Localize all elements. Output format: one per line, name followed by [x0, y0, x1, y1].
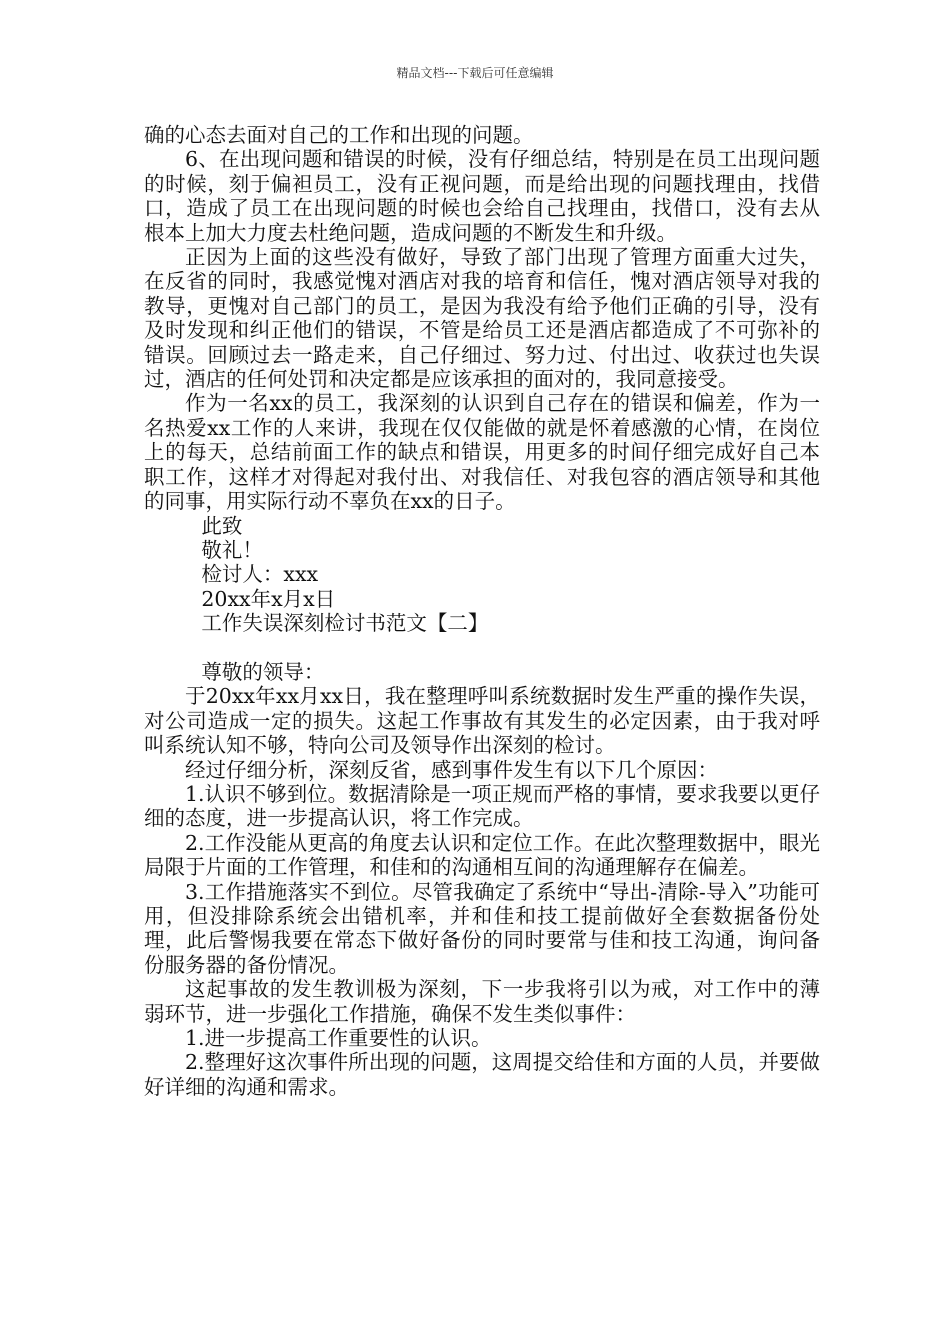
paragraph-reason-2: 2.工作没能从更高的角度去认识和定位工作。在此次整理数据中，眼光局限于片面的工作管理，和佳和的沟通相互间的沟通理解存在偏差。: [144, 830, 820, 880]
blank-line: [144, 636, 820, 660]
closing-line-1: 此致: [201, 513, 243, 538]
salutation: 尊敬的领导：: [201, 659, 325, 684]
paragraph-lesson: 这起事故的发生教训极为深刻，下一步我将引以为戒，对工作中的薄弱环节，进一步强化工作措施，确保不发生类似事件：: [144, 977, 820, 1026]
paragraph-reason-1: 1.认识不够到位。数据清除是一项正规而严格的事情，要求我要以更仔细的态度，进一步提高认识，将工作完成。: [144, 781, 820, 831]
paragraph-commitment: 作为一名xx的员工，我深刻的认识到自己存在的错误和偏差，作为一名热爱xx工作的人来讲，我现在仅仅能做的就是怀着感激的心情，在岗位上的每天，总结前面工作的缺点和错误，用更多的时间仔细完成好自己本职工作，这样才对得起对我付出、对我信任、对我包容的酒店领导和其他的同事，用实际行动不辜负在xx的日子。: [144, 391, 820, 514]
signature-line: 检讨人：xxx: [201, 562, 319, 587]
paragraph-continuation: 确的心态去面对自己的工作和出现的问题。: [144, 123, 534, 147]
paragraph-action-2: 2.整理好这次事件所出现的问题，这周提交给佳和方面的人员，并要做好详细的沟通和需求。: [144, 1050, 820, 1099]
paragraph-analysis: 经过仔细分析，深刻反省，感到事件发生有以下几个原因：: [185, 757, 718, 782]
document-body: [144, 123, 820, 1099]
closing-line-2: 敬礼！: [201, 537, 263, 562]
date-line: 20xx年x月x日: [201, 586, 336, 611]
page-header: 精品文档---下载后可任意编辑: [396, 66, 554, 80]
paragraph-reflection: 正因为上面的这些没有做好，导致了部门出现了管理方面重大过失，在反省的同时，我感觉愧对酒店对我的培育和信任，愧对酒店领导对我的教导，更愧对自己部门的员工，是因为我没有给予他们正确的引导，没有及时发现和纠正他们的错误，不管是给员工还是酒店都造成了不可弥补的错误。回顾过去一路走来，自己仔细过、努力过、付出过、收获过也失误过，酒店的任何处罚和决定都是应该承担的面对的，我同意接受。: [144, 245, 820, 392]
paragraph-action-1: 1.进一步提高工作重要性的认识。: [185, 1026, 492, 1051]
paragraph-point-6: 6、在出现问题和错误的时候，没有仔细总结，特别是在员工出现问题的时候，刻于偏袒员工，没有正视问题，而是给出现的问题找理由，找借口，造成了员工在出现问题的时候也会给自己找理由，找借口，没有去从根本上加大力度去杜绝问题，造成问题的不断发生和升级。: [144, 147, 820, 245]
paragraph-incident: 于20xx年xx月xx日，我在整理呼叫系统数据时发生严重的操作失误，对公司造成一定的损失。这起工作事故有其发生的必定因素，由于我对呼叫系统认知不够，特向公司及领导作出深刻的检讨。: [144, 684, 820, 758]
section-title: 工作失误深刻检讨书范文【二】: [201, 611, 489, 636]
paragraph-reason-3: 3.工作措施落实不到位。尽管我确定了系统中“导出-清除-导入”功能可用，但没排除系统会出错机率，并和佳和技工提前做好全套数据备份处理，此后警惕我要在常态下做好备份的同时要常与佳和技工沟通，询问备份服务器的备份情况。: [144, 879, 820, 977]
